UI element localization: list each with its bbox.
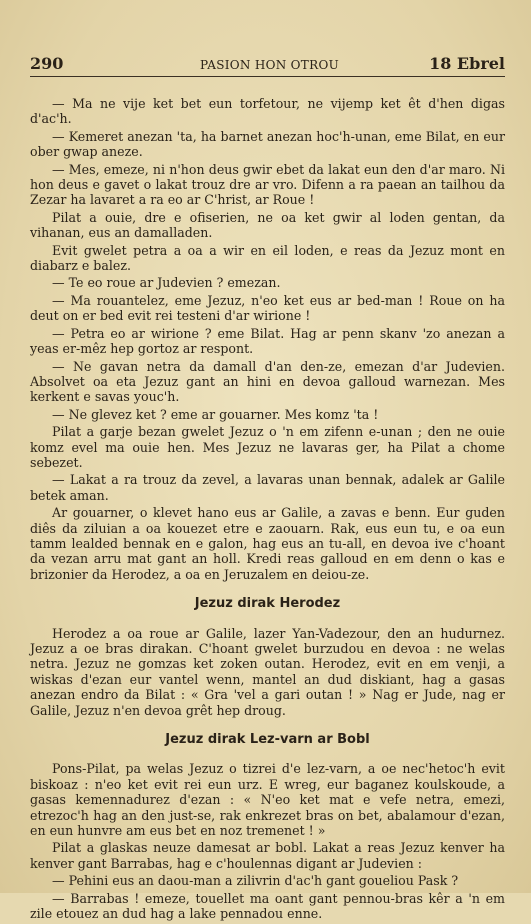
body-paragraph: — Pehini eus an daou-man a zilivrin d'ac'h gant goueliou Pask ? xyxy=(52,873,459,889)
body-paragraph: Herodez a oa roue ar Galile, lazer Yan-Vadezour, den an hudurnez. Jezuz a oe bras dirakan. C'hoant gwelet burzudou en devoa : ne welas netra. Jezuz ne gomzas ket zoken outan. Herodez, evit en em venji, a wiskas d'ezan eur vantel wenn, mantel an dud diskiant, hag a gasas anezan endro da Bilat : « Gra 'vel a gari outan ! » Nag er Jude, nag er Galile, Jezuz n'en devoa grêt hep droug. xyxy=(30,625,505,718)
body-paragraph: — Ma ne vije ket bet eun torfetour, ne vijemp ket êt d'hen digas d'ac'h. xyxy=(30,96,505,127)
page-body xyxy=(30,96,505,924)
section-heading: Jezuz dirak Lez-varn ar Bobl xyxy=(165,732,370,748)
body-paragraph: Pilat a ouie, dre e ofiserien, ne oa ket gwir al loden gentan, da vihanan, eus an damalladen. xyxy=(30,209,505,241)
body-paragraph: Pilat a garje bezan gwelet Jezuz o 'n em zifenn e-unan ; den ne ouie komz evel ma ouie hen. Mes Jezuz ne lavaras ger, ha Pilat a chome sebezet. xyxy=(30,424,505,470)
body-paragraph: — Barrabas ! emeze, touellet ma oant gant pennou-bras kêr a 'n em zile etouez an dud hag a lake pennadou enne. xyxy=(30,890,505,922)
body-paragraph: Evit gwelet petra a oa a wir en eil loden, e reas da Jezuz mont en diabarz e balez. xyxy=(30,242,505,274)
body-paragraph: Ar gouarner, o klevet hano eus ar Galile, a zavas e benn. Eur guden diês da ziluian a oa kouezet etre e zaouarn. Rak, eus eun tu, e oa eun tamm lealded bennak en e galon, hag eus an tu-all, en devoa ive c'hoant da vezan arru mat gant an holl. Kredi reas galloud en em denn o kas e brizonier da Herodez, a oa en Jeruzalem en deiou-ze. xyxy=(30,505,505,582)
header-date: 18 Ebrel xyxy=(429,54,505,73)
section-heading: Jezuz dirak Herodez xyxy=(194,596,341,612)
body-paragraph: — Petra eo ar wirione ? eme Bilat. Hag ar penn skanv 'zo anezan a yeas er-mêz hep gortoz ar respont. xyxy=(30,325,505,357)
body-paragraph: — Ne glevez ket ? eme ar gouarner. Mes komz 'ta ! xyxy=(52,406,379,422)
page-number: 290 xyxy=(30,54,64,73)
body-paragraph: — Lakat a ra trouz da zevel, a lavaras unan bennak, adalek ar Galile betek aman. xyxy=(30,472,505,503)
body-paragraph: — Kemeret anezan 'ta, ha barnet anezan hoc'h-unan, eme Bilat, en eur ober gwap aneze. xyxy=(30,128,505,160)
body-paragraph: — Mes, emeze, ni n'hon deus gwir ebet da lakat eun den d'ar maro. Ni hon deus e gavet o lakat trouz dre ar vro. Difenn a ra paean an tailhou da Zezar ha lavaret a ra eo ar C'hrist, ar Roue ! xyxy=(30,161,505,208)
body-paragraph: Pons-Pilat, pa welas Jezuz o tizrei d'e lez-varn, a oe nec'hetoc'h evit biskoaz : n'eo ket evit rei eun urz. E wreg, eur baganez koulskoude, a gasas kemennadurez d'ezan : « N'eo ket mat e vefe netra, emezi, etrezoc'h hag an den just-se, rak enkrezet bras on bet, abalamour d'ezan, en eun hunvre am eus bet en noz tremenet ! » xyxy=(30,761,505,839)
body-paragraph: — Ma rouantelez, eme Jezuz, n'eo ket eus ar bed-man ! Roue on ha deut on er bed evit rei testeni d'ar wirione ! xyxy=(30,292,505,324)
body-paragraph: Pilat a glaskas neuze damesat ar bobl. Lakat a reas Jezuz kenver ha kenver gant Barrabas, hag e c'houlennas digant ar Judevien : xyxy=(30,840,505,871)
body-paragraph: — Ne gavan netra da damall d'an den-ze, emezan d'ar Judevien. Absolvet oa eta Jezuz gant an hini en devoa galloud warnezan. Mes kerkent e savas youc'h. xyxy=(30,358,505,405)
body-paragraph: — Te eo roue ar Judevien ? emezan. xyxy=(52,275,281,291)
running-header xyxy=(30,54,505,77)
running-title: PASION HON OTROU xyxy=(200,58,339,72)
